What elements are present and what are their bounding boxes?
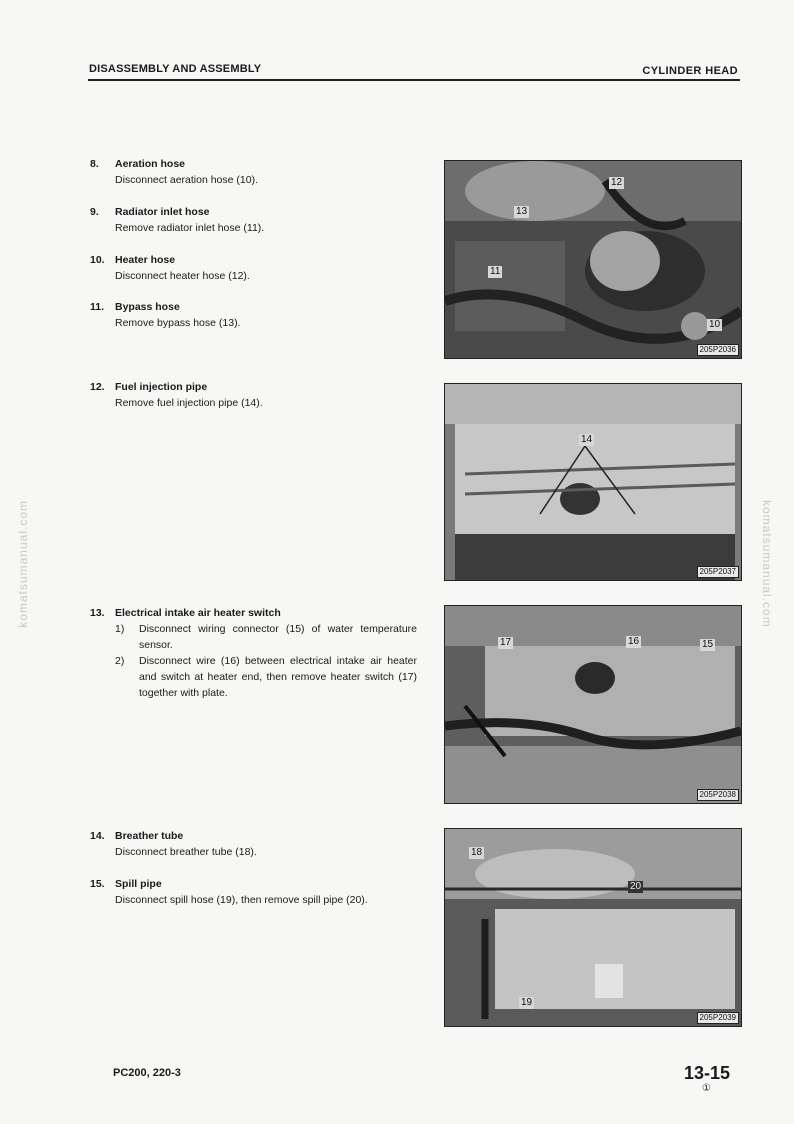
step-11 bbox=[90, 299, 240, 331]
callout-label: 15 bbox=[702, 639, 714, 650]
watermark-right: komatsumanual.com bbox=[760, 500, 774, 628]
substep-2 bbox=[115, 653, 417, 701]
step-number: 13. bbox=[90, 607, 105, 619]
engine-photo-image bbox=[445, 829, 741, 1026]
step-title: Fuel injection pipe bbox=[115, 381, 208, 393]
step-description: Disconnect spill hose (19), then remove spill pipe (20). bbox=[115, 894, 368, 906]
figure-code: 205P2036 bbox=[697, 344, 739, 356]
step-number: 9. bbox=[90, 206, 99, 218]
callout-label: 16 bbox=[628, 636, 640, 647]
figure-code: 205P2039 bbox=[697, 1012, 739, 1024]
step-title: Aeration hose bbox=[115, 158, 186, 170]
substep-number: 2) bbox=[115, 655, 125, 667]
step-title: Spill pipe bbox=[115, 878, 162, 890]
model-number: PC200, 220-3 bbox=[113, 1067, 181, 1079]
callout-label: 13 bbox=[516, 206, 528, 217]
substep-text: Disconnect wiring connector (15) of water temperature sensor. bbox=[139, 623, 417, 651]
step-9 bbox=[90, 204, 264, 236]
step-number: 8. bbox=[90, 158, 99, 170]
step-number: 12. bbox=[90, 381, 105, 393]
figure-code: 205P2037 bbox=[697, 566, 739, 578]
substep-number: 1) bbox=[115, 623, 125, 635]
step-number: 11. bbox=[90, 301, 105, 313]
step-title: Electrical intake air heater switch bbox=[115, 607, 281, 619]
step-description: Remove fuel injection pipe (14). bbox=[115, 397, 263, 409]
step-description: Disconnect aeration hose (10). bbox=[115, 174, 258, 186]
revision-mark: ① bbox=[702, 1083, 711, 1094]
step-description: Disconnect heater hose (12). bbox=[115, 270, 250, 282]
step-title: Breather tube bbox=[115, 830, 184, 842]
callout-label: 12 bbox=[611, 177, 623, 188]
step-description: Remove radiator inlet hose (11). bbox=[115, 222, 265, 234]
figure-photo bbox=[444, 828, 742, 1027]
engine-photo-image bbox=[445, 161, 741, 358]
step-8 bbox=[90, 156, 258, 188]
figure-photo bbox=[444, 605, 742, 804]
page-number: 13-15 bbox=[684, 1063, 731, 1083]
step-description: Disconnect breather tube (18). bbox=[115, 846, 257, 858]
step-14 bbox=[90, 828, 257, 860]
substep-text: Disconnect wire (16) between electrical intake air heater and switch at heater end, then remove heater switch (17) together with plate. bbox=[139, 655, 417, 699]
callout-label: 14 bbox=[581, 434, 593, 445]
callout-label: 10 bbox=[709, 319, 721, 330]
figure-photo bbox=[444, 383, 742, 581]
engine-photo-image bbox=[445, 606, 741, 803]
callout-label: 17 bbox=[500, 637, 512, 648]
callout-label: 19 bbox=[521, 997, 533, 1008]
step-description: Remove bypass hose (13). bbox=[115, 317, 241, 329]
chapter-title: CYLINDER HEAD bbox=[642, 65, 738, 77]
step-13 bbox=[90, 605, 417, 701]
step-15 bbox=[90, 876, 368, 908]
callout-label: 11 bbox=[490, 266, 501, 277]
figure-photo bbox=[444, 160, 742, 359]
step-title: Heater hose bbox=[115, 254, 176, 266]
step-number: 14. bbox=[90, 830, 105, 842]
step-number: 15. bbox=[90, 878, 105, 890]
header-rule bbox=[88, 79, 740, 81]
watermark-left: komatsumanual.com bbox=[16, 500, 30, 628]
section-title: DISASSEMBLY AND ASSEMBLY bbox=[89, 63, 262, 75]
callout-label: 20 bbox=[630, 881, 642, 892]
engine-photo-image bbox=[445, 384, 741, 580]
step-10 bbox=[90, 252, 250, 284]
step-number: 10. bbox=[90, 254, 105, 266]
step-title: Bypass hose bbox=[115, 301, 180, 313]
callout-label: 18 bbox=[471, 847, 483, 858]
step-title: Radiator inlet hose bbox=[115, 206, 210, 218]
substep-1 bbox=[115, 621, 417, 653]
step-12 bbox=[90, 379, 263, 411]
figure-code: 205P2038 bbox=[697, 789, 739, 801]
